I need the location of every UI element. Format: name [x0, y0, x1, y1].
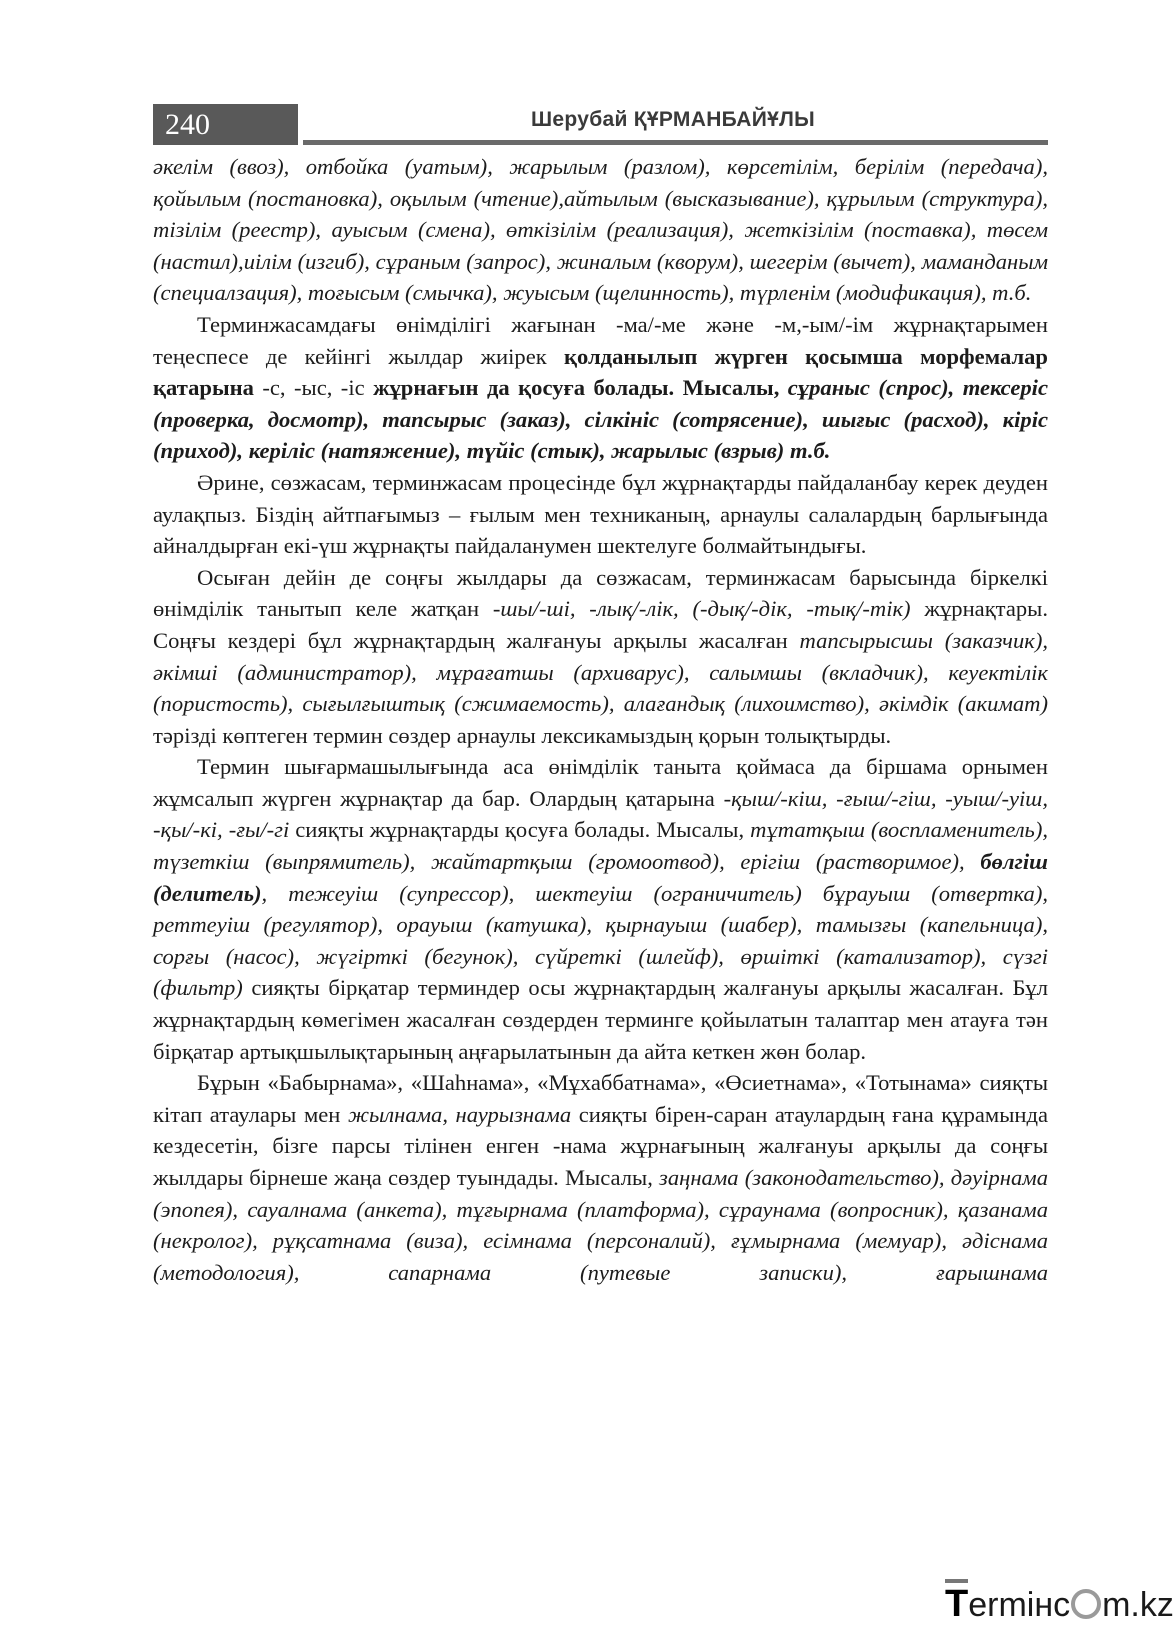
paragraph-6 [153, 1067, 1048, 1288]
paragraph-6-italic-1: жылнама, наурызнама [347, 1101, 572, 1127]
paragraph-5-text-3: сияқты бірқатар терминдер осы жұрнақтардың жалғануы арқылы жасалған. Бұл жұрнақтардың көмегімен жасалған сөздерден терминге қойылатын талаптар мен атауға тән бірқатар артықшылықтарының аңғарылатынын да айта кеткен жөн болар. [153, 975, 1048, 1064]
paragraph-4 [153, 562, 1048, 752]
paragraph-4-text-1: Осыған дейін де соңғы жылдары да сөзжасам, терминжасам барысында біркелкі өнімділік танытып келе жатқан [153, 564, 1048, 622]
paragraph-2-text-1: Терминжасамдағы өнімділігі жағынан -ма/-ме және -м,-ым/-ім жұрнақтарымен теңеспесе де кейінгі жылдар жиірек [153, 311, 1048, 369]
watermark-text-1: ermінc [968, 1586, 1071, 1624]
paragraph-6-italic-2: заңнама (законодательство), дәуірнама (эпопея), сауалнама (анкета), тұғырнама (платформа), сұраунама (вопросник), қазанама (некролог), рұқсатнама (виза), есімнама (персоналий), ғұмырнама (мемуар), әдіснама (методология), сапарнама (путевые записки), ғарышнама [153, 1165, 1049, 1285]
paragraph-4-text-2: жұрнақтары. Соңғы кездері бұл жұрнақтардың жалғануы арқылы жасалған [153, 596, 1048, 653]
paragraph-2-bold-2: жұрнағын да қосуға болады. Мысалы, [373, 375, 788, 401]
paragraph-3-text: Әрине, сөзжасам, терминжасам процесінде бұл жұрнақтарды пайдаланбау керек деуден аулақпыз. Біздің айтпағымыз – ғылым мен техниканың, арнаулы салалардың барлығында айналдырған екі-үш жұрнақты пайдаланумен шектелуге болмайтындығы. [153, 469, 1048, 559]
running-head-author: Шерубай ҚҰРМАНБАЙҰЛЫ [531, 108, 815, 131]
paragraph-5-italic-2: тұтатқыш (воспламенитель), түзеткіш (выпрямитель), жайтартқыш (громоотвод), ерігіш (растворимое), [153, 817, 1049, 875]
paragraph-2-bold-italic: сұраныс (спрос), тексеріс (проверка, досмотр), тапсырыс (заказ), сілкініс (сотрясение), шығыс (расход), кіріс (приход), керіліс (натяжение), түйіс (стык), жарылыс (взрыв) т.б. [153, 375, 1048, 464]
watermark-text-2: m.kz [1102, 1586, 1174, 1624]
page-body [153, 151, 1048, 1288]
header-rule [303, 140, 1048, 145]
paragraph-5-text-2: сияқты жұрнақтарды қосуға болады. Мысалы, [289, 817, 751, 843]
paragraph-2-bold-1: қолданылып жүрген қосымша морфемалар қатарына [153, 343, 1048, 401]
page-header [153, 104, 1048, 146]
paragraph-5 [153, 751, 1048, 1067]
paragraph-5-text-1: Термин шығармашылығында аса өнімділік таныта қоймаса да біршама орнымен жұмсалып жүрген жұрнақтар да бар. Олардың қатарына [153, 754, 1048, 811]
paragraph-6-text-1: Бұрын «Бабырнама», «Шаһнама», «Мұхаббатнама», «Өсиетнама», «Тотынама» сияқты кітап атаулары мен [153, 1070, 1048, 1127]
termincom-watermark [945, 1584, 1174, 1624]
paragraph-4-italic-1: -шы/-ші, -лық/-лік, (-дық/-дік, -тық/-тік) [492, 596, 911, 622]
paragraph-5-italic-1: -қыш/-кіш, -ғыш/-гіш, -уыш/-уіш, -қы/-кі, -ғы/-гі [153, 785, 1048, 843]
paragraph-5-bold-italic: бөлгіш (делитель) [153, 849, 1048, 906]
paragraph-6-text-2: сияқты бірен-саран атаулардың ғана құрамында кездесетін, бізге парсы тілінен енген -нама жұрнағының жалғануы арқылы да соңғы жылдары бірнеше жаңа сөздер туындады. Мысалы, [153, 1101, 1048, 1190]
paragraph-4-italic-2: тапсырысшы (заказчик), әкімші (администратор), мұрағатшы (архиварус), салымшы (вкладчик), кеуектілік (пористость), сығылғыштық (сжимаемость), алағандық (лихоимство), әкімдік (акимат) [153, 627, 1048, 717]
paragraph-2 [153, 309, 1048, 467]
paragraph-5-italic-3: , тежеуіш (супрессор), шектеуіш (ограничитель) бұрауыш (отвертка), реттеуіш (регулятор), орауыш (катушка), қырнауыш (шабер), тамызғы (капельница), сорғы (насос), жүгірткі (бегунок), сүйреткі (шлейф), өршіткі (катализатор), сүзгі (фильтр) [153, 880, 1048, 1001]
paragraph-1 [153, 151, 1048, 309]
page-number: 240 [153, 104, 298, 145]
paragraph-3 [153, 467, 1048, 562]
paragraph-1-italic: әкелім (ввоз), отбойка (уатым), жарылым (разлом), көрсетілім, берілім (передача), қойылым (постановка), оқылым (чтение),айтылым (высказывание), құрылым (структура), тізілім (реестр), ауысым (смена), өткізілім (реализация), жеткізілім (поставка), төсем (настил),иілім (изгиб), сұраным (запрос), жиналым (кворум), шегерім (вычет), маманданым (специалзация), тоғысым (смычка), жуысым (щелинность), түрленім (модификация), т.б. [153, 154, 1048, 306]
watermark-o-ring [1071, 1589, 1101, 1619]
paragraph-2-text-2: -с, -ыс, -іс [253, 375, 374, 401]
paragraph-4-text-3: тәрізді көптеген термин сөздер арнаулы лексикамыздың қорын толықтырды. [153, 722, 892, 748]
watermark-letter-t: T [945, 1579, 968, 1625]
